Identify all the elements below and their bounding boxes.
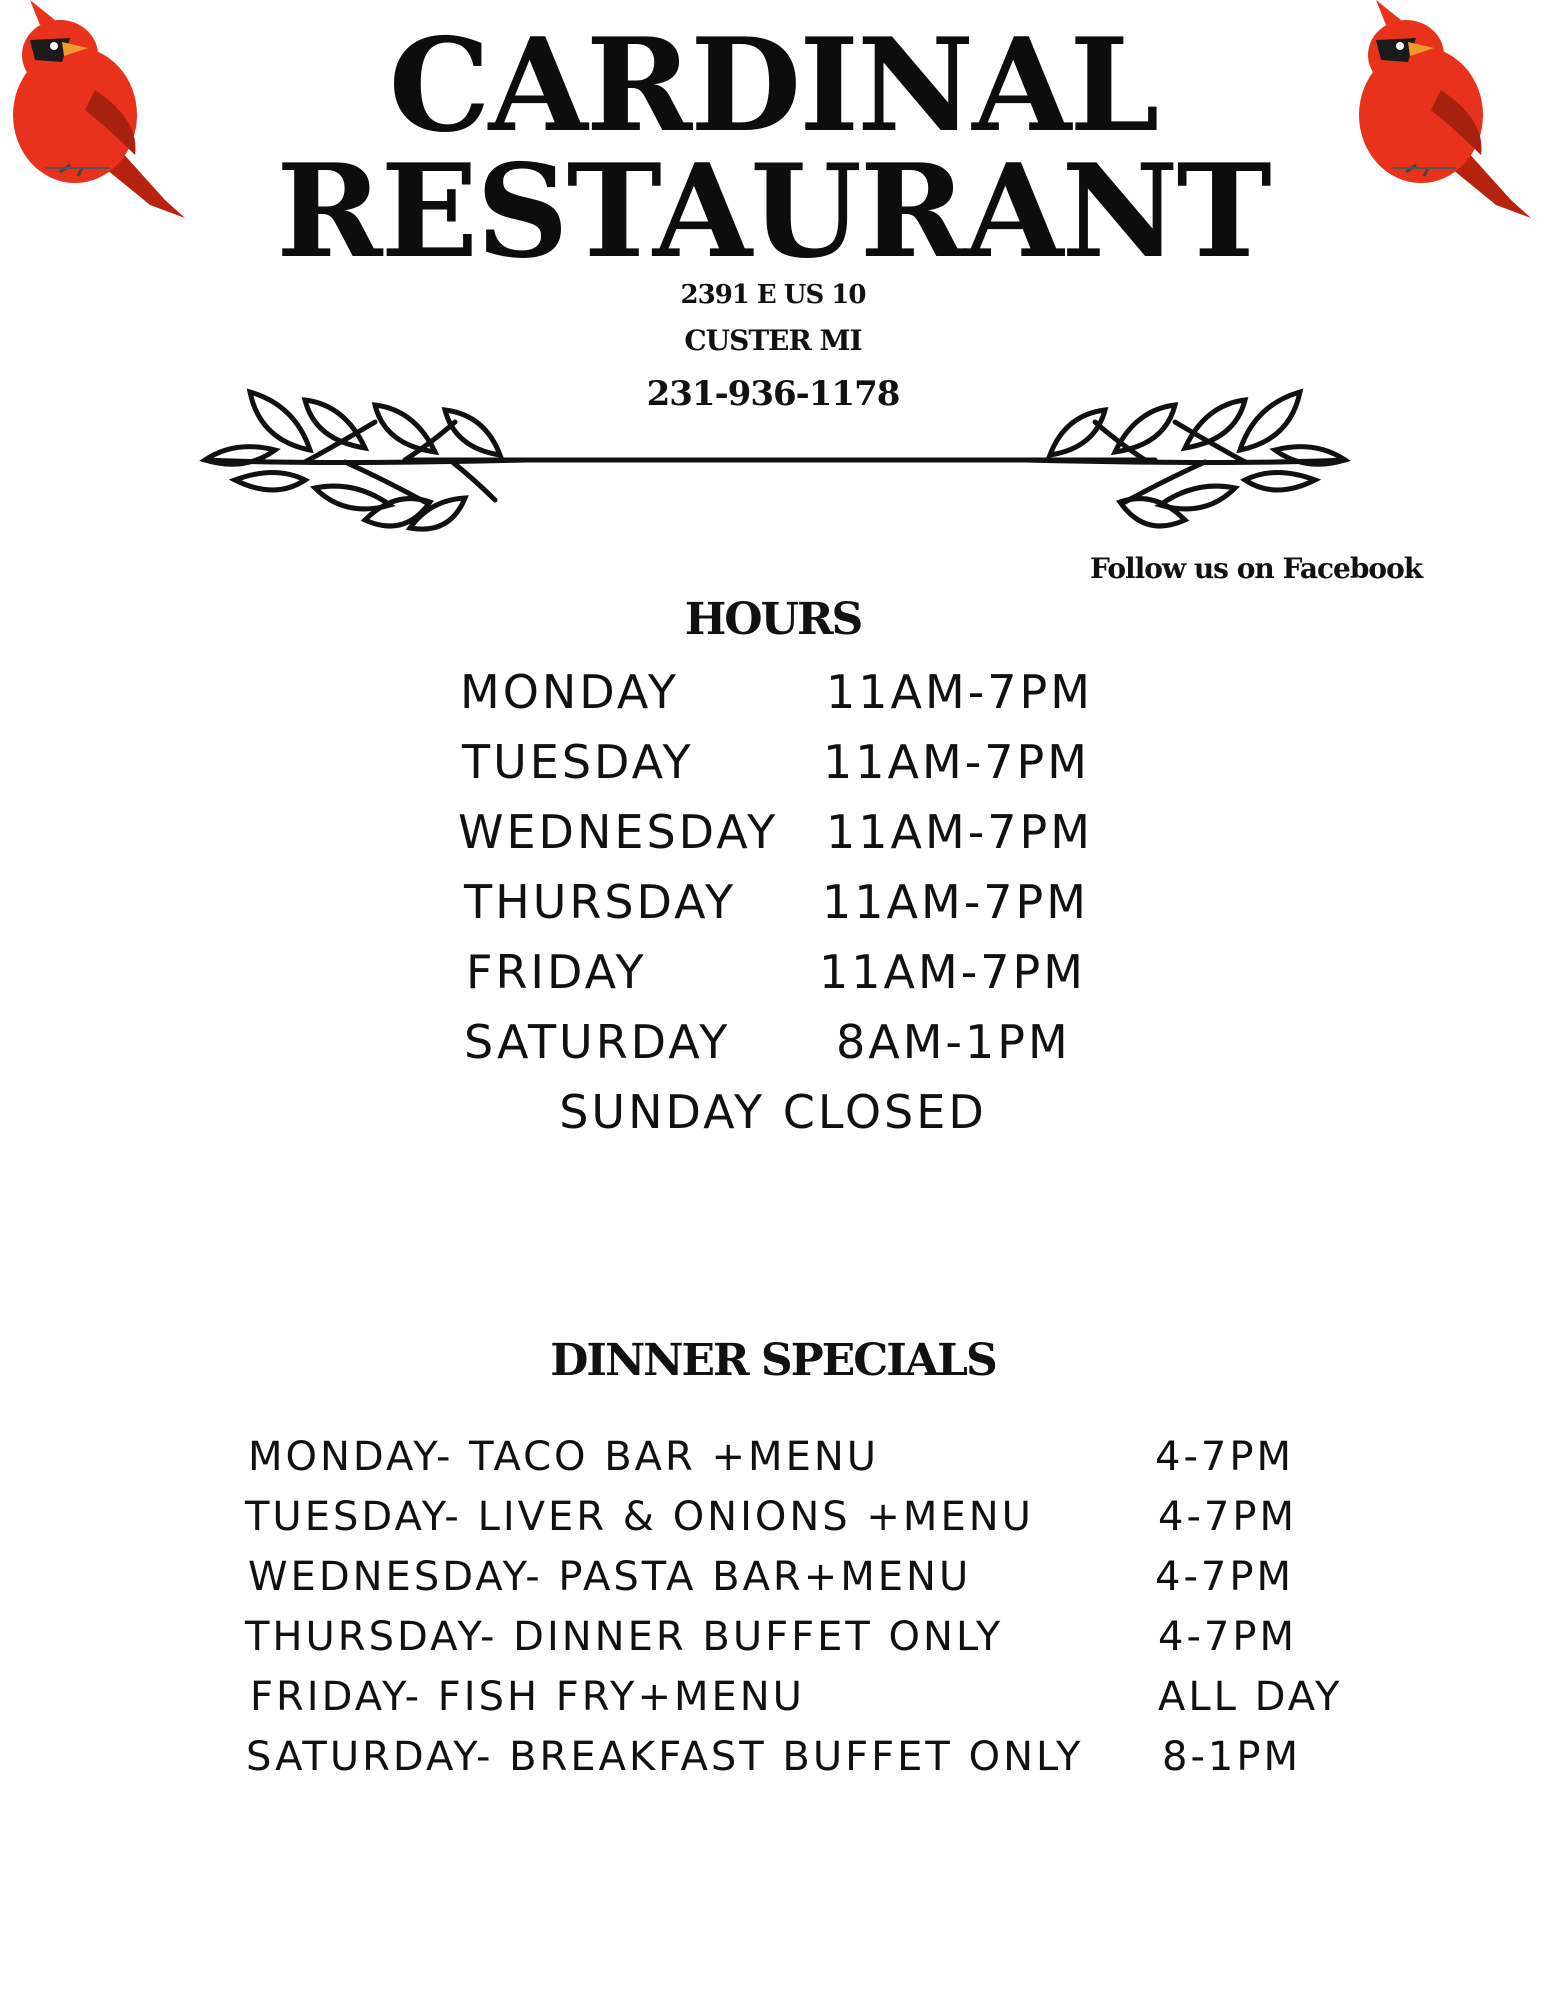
special-item: WEDNESDAY- PASTA BAR+MENU (248, 1554, 972, 1600)
restaurant-title-line1: CARDINAL (388, 11, 1158, 161)
special-time: 4-7PM (1155, 1434, 1294, 1480)
hours-time: 11AM-7PM (822, 875, 1089, 929)
special-time: 4-7PM (1155, 1554, 1294, 1600)
hours-day: THURSDAY (464, 875, 737, 929)
leafy-branch-divider-icon (195, 370, 1355, 550)
special-time: ALL DAY (1158, 1674, 1343, 1720)
sunday-closed: SUNDAY CLOSED (559, 1085, 987, 1139)
hours-heading: HOURS (684, 594, 862, 645)
special-item: SATURDAY- BREAKFAST BUFFET ONLY (246, 1734, 1084, 1780)
address-line1: 2391 E US 10 (680, 280, 866, 310)
hours-day: WEDNESDAY (458, 805, 779, 859)
special-item: THURSDAY- DINNER BUFFET ONLY (245, 1614, 1004, 1660)
hours-time: 8AM-1PM (836, 1015, 1071, 1069)
phone-number: 231-936-1178 (646, 374, 900, 414)
special-time: 8-1PM (1162, 1734, 1301, 1780)
facebook-note: Follow us on Facebook (1090, 552, 1423, 585)
special-time: 4-7PM (1158, 1614, 1297, 1660)
address-line2: CUSTER MI (684, 324, 862, 357)
hours-day: FRIDAY (466, 945, 647, 999)
hours-time: 11AM-7PM (826, 805, 1093, 859)
hours-time: 11AM-7PM (823, 735, 1090, 789)
special-item: MONDAY- TACO BAR +MENU (248, 1434, 880, 1480)
hours-time: 11AM-7PM (826, 665, 1093, 719)
hours-day: TUESDAY (462, 735, 694, 789)
hours-day: MONDAY (460, 665, 679, 719)
hours-day: SATURDAY (464, 1015, 731, 1069)
special-time: 4-7PM (1158, 1494, 1297, 1540)
dinner-specials-heading: DINNER SPECIALS (550, 1335, 996, 1386)
restaurant-title-line2: RESTAURANT (276, 137, 1270, 287)
special-item: FRIDAY- FISH FRY+MENU (250, 1674, 805, 1720)
hours-time: 11AM-7PM (819, 945, 1086, 999)
special-item: TUESDAY- LIVER & ONIONS +MENU (245, 1494, 1034, 1540)
